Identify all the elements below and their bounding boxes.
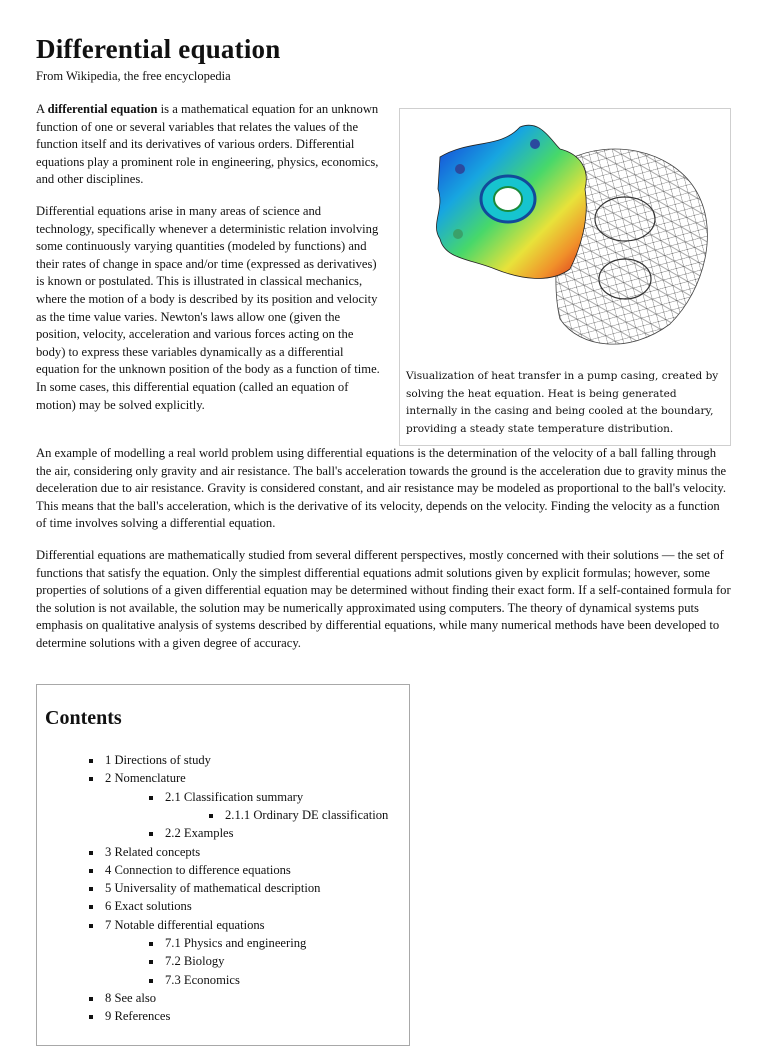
toc-item[interactable] (165, 936, 306, 951)
toc-heading: Contents (45, 707, 122, 729)
lead-section (36, 101, 382, 428)
toc-item[interactable] (105, 918, 265, 933)
bullet-icon (149, 960, 153, 964)
pump-casing-figure[interactable] (399, 108, 731, 446)
toc-item-label: 5 Universality of mathematical description (105, 881, 321, 896)
toc-item-label: 7.2 Biology (165, 954, 225, 969)
bullet-icon (89, 759, 93, 763)
toc-item-label: 2.1 Classification summary (165, 789, 304, 804)
term-bold: differential equation (47, 102, 158, 116)
bullet-icon (149, 942, 153, 946)
bullet-icon (89, 887, 93, 891)
toc-item[interactable] (165, 790, 303, 805)
bullet-icon (149, 832, 153, 836)
toc-item-label: 7.1 Physics and engineering (165, 936, 307, 950)
toc-item[interactable] (105, 845, 200, 860)
lead-paragraph-1: A differential equation is a mathematical equation for an unknown function of one or several variables that relates the values of the function itself and its derivatives of various orders. Differential equations play a prominent role in engineering, physics, economics, and other disciplines. (36, 102, 379, 187)
toc-item[interactable] (105, 881, 320, 896)
lead-paragraph-2: Differential equations arise in many areas of science and technology, specifically whenever a deterministic relation involving some continuously varying quantities (modeled by functions) and their rates of change in space and/or time (expressed as derivatives) is known or postulated. This is illustrated in classical mechanics, where the motion of a body is described by its position and velocity as the time value varies. Newton's laws allow one (given the position, velocity, acceleration and various forces acting on the body) to express these variables dynamically as a differential equation for the unknown position of the body as a function of time. In some cases, this differential equation (called an equation of motion) may be solved explicitly. (36, 203, 380, 412)
toc-item[interactable] (105, 771, 186, 786)
toc-item-label: 2.2 Examples (165, 826, 234, 841)
toc-item[interactable] (105, 991, 156, 1006)
bullet-icon (89, 869, 93, 873)
bullet-icon (89, 777, 93, 781)
bullet-icon (89, 851, 93, 855)
toc-item[interactable] (165, 973, 240, 988)
toc-item[interactable] (165, 826, 234, 841)
toc-item[interactable] (165, 954, 224, 969)
toc-item[interactable] (105, 753, 211, 768)
bullet-icon (149, 796, 153, 800)
toc-item-label: 1 Directions of study (105, 753, 211, 767)
toc-item[interactable] (225, 808, 388, 823)
bullet-icon (89, 1015, 93, 1019)
body-paragraph-4: Differential equations are mathematically studied from several different perspectives, mostly concerned with their solutions — the set of functions that satisfy the equation. Only the simplest differential equations admit solutions given by explicit formulas; however, some properties of solutions of a given differential equation may be determined without finding their exact form. If a self-contained formula for the solution is not available, the solution may be numerically approximated using computers. The theory of dynamical systems puts emphasis on qualitative analysis of systems described by differential equations, while many numerical methods have been developed to determine solutions with a given degree of accuracy. (36, 547, 731, 650)
pump-casing-image (400, 109, 730, 365)
bullet-icon (209, 814, 213, 818)
toc-item[interactable] (105, 1009, 170, 1024)
bullet-icon (149, 979, 153, 983)
toc-item[interactable] (105, 863, 291, 878)
bullet-icon (89, 905, 93, 909)
toc-item-label: 7 Notable differential equations (105, 917, 265, 932)
bullet-icon (89, 924, 93, 928)
toc-item[interactable] (105, 899, 192, 914)
toc-item-label: 2 Nomenclature (105, 771, 186, 786)
page-title: Differential equation (36, 34, 281, 64)
toc-item-label: 4 Connection to difference equations (105, 862, 291, 877)
figure-caption: Visualization of heat transfer in a pump casing, created by solving the heat equation. Heat is being generated internally in the casing and being cooled at the boundary, providing a steady state temperature distribution. (406, 370, 719, 435)
bullet-icon (89, 997, 93, 1001)
body-section (36, 445, 732, 667)
toc-item-label: 8 See also (105, 990, 157, 1005)
toc-item-label: 2.1.1 Ordinary DE classification (225, 807, 389, 822)
toc-item-label: 9 References (105, 1009, 171, 1024)
toc-item-label: 6 Exact solutions (105, 899, 192, 914)
page-subtitle: From Wikipedia, the free encyclopedia (36, 69, 231, 83)
toc-item-label: 3 Related concepts (105, 844, 201, 859)
table-of-contents (36, 684, 410, 1046)
toc-item-label: 7.3 Economics (165, 972, 240, 987)
body-paragraph-3: An example of modelling a real world problem using differential equations is the determination of the velocity of a ball falling through the air, considering only gravity and air resistance. The ball's acceleration towards the ground is the acceleration due to gravity minus the deceleration due to air resistance. Gravity is considered constant, and air resistance may be modeled as proportional to the ball's velocity. This means that the ball's acceleration, which is the derivative of its velocity, depends on the velocity. Finding the velocity as a function of time involves solving a differential equation. (36, 446, 727, 531)
